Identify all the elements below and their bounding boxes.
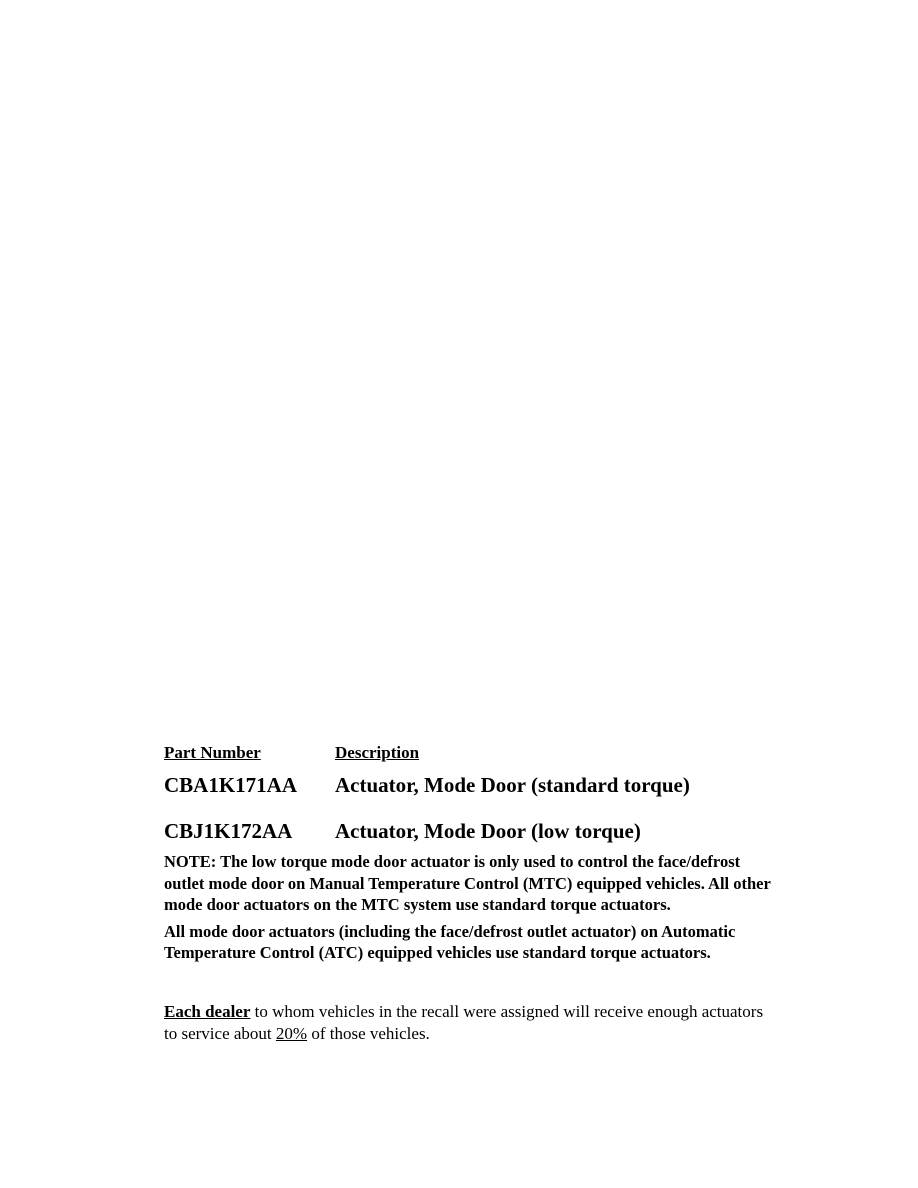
parts-table-row bbox=[164, 818, 774, 844]
dealer-end: of those vehicles. bbox=[307, 1023, 430, 1043]
description-header: Description bbox=[335, 743, 420, 762]
part-number-header: Part Number bbox=[164, 743, 261, 762]
dealer-percent: 20% bbox=[275, 1023, 308, 1043]
description-cell: Actuator, Mode Door (standard torque) bbox=[335, 773, 690, 797]
note-paragraph: NOTE: The low torque mode door actuator is only used to control the face/defrost outlet mode door on Manual Temperature Control (MTC) equipped vehicles. All other mode door actuators on the MTC system use standard torque actuators. bbox=[164, 852, 771, 914]
dealer-lead: Each dealer bbox=[164, 1001, 251, 1021]
part-number-cell: CBA1K171AA bbox=[164, 773, 298, 797]
parts-table-row bbox=[164, 772, 774, 798]
parts-table-header bbox=[164, 742, 774, 764]
part-number-cell: CBJ1K172AA bbox=[164, 819, 293, 843]
dealer-paragraph bbox=[164, 1001, 774, 1045]
note-paragraph-atc: All mode door actuators (including the face/defrost outlet actuator) on Automatic Temperature Control (ATC) equipped vehicles use standard torque actuators. bbox=[164, 921, 736, 962]
parts-section bbox=[164, 742, 774, 1045]
description-cell: Actuator, Mode Door (low torque) bbox=[335, 819, 641, 843]
dealer-middle: to whom vehicles in the recall were assigned will receive enough actuators to service about bbox=[164, 1001, 764, 1043]
